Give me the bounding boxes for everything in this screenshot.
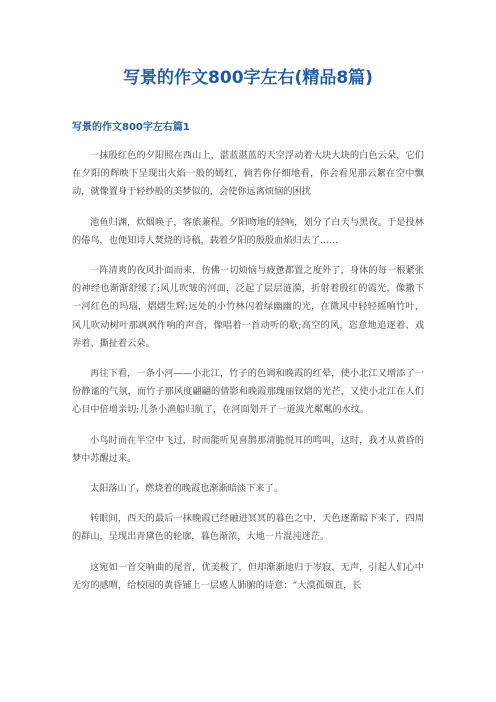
document-title: 写景的作文800字左右(精品8篇): [123, 68, 373, 88]
paragraph-3: 一阵清爽的夜风扑面而来，仿佛一切烦恼与疲惫都置之度外了，身体的每一根紧张的神经也渐渐舒缓了;风儿吹皱的河面，泛起了层层涟漪，折射着殷红的霞光，像撒下一河红色的玛瑙，熠熠生辉;远处的小竹林闪着绿幽幽的光，在微风中轻轻摇响竹叶，风儿吹动树叶那飒飒作响的声音，像唱着一首动听的歌;高空的风，恣意地追逐着、戏弄着、撕扯着云朵。: [72, 265, 424, 349]
paragraph-5: 小鸟时而在半空中飞过，时而能听见喜鹊那清脆悦耳的鸣叫，这时，我才从黄昏的梦中苏醒过来。: [72, 434, 424, 464]
paragraph-8: 这宛如一首交响曲的尾音，优美极了，但却渐渐地归于岑寂、无声，引起人们心中无穷的感喟，给校园的黄昏铺上一层感人肺腑的诗意：“大漠孤烟直，长: [72, 561, 424, 591]
paragraph-1: 一抹殷红色的夕阳照在西山上，湛蓝湛蓝的天空浮动着大块大块的白色云朵，它们在夕阳的辉映下呈现出火焰一般的嫣红，倘若你仔细地看，你会看见那云絮在空中飘动，就像置身于轻纱般的美梦似的，会使你远离烦恼的困扰: [72, 150, 424, 198]
section-heading: 写景的作文800字左右篇1: [72, 122, 190, 133]
paragraph-2: 池鱼归渊，炊烟唤子，客旅兼程。夕阳吻地的轻响，划分了白天与黑夜。于是投林的倦鸟，也便知诗人焚烧的诗稿，载着夕阳的殷殷血焰归去了……: [72, 216, 424, 246]
paragraph-4: 再往下看，一条小河——小北江，竹子的色调和晚霞的红晕，使小北江又增添了一份静谧的气氛，而竹子那风度翩翩的倩影和晚霞那瑰丽钗熠的光芒，又使小北江在人们心目中倍增亲切;儿条小渔船归航了，在河面划开了一道波光粼粼的水纹。: [72, 368, 424, 416]
paragraph-6: 太阳落山了，燃烧着的晚霞也渐渐暗淡下来了。: [90, 483, 283, 495]
paragraph-7: 转眼间，西天的最后一抹晚霞已经融进冥冥的暮色之中，天色逐渐暗下来了，四周的群山，呈现出青黛色的轮廓，暮色渐浓，大地一片混沌迷茫。: [72, 513, 424, 543]
document-body: [72, 147, 424, 607]
